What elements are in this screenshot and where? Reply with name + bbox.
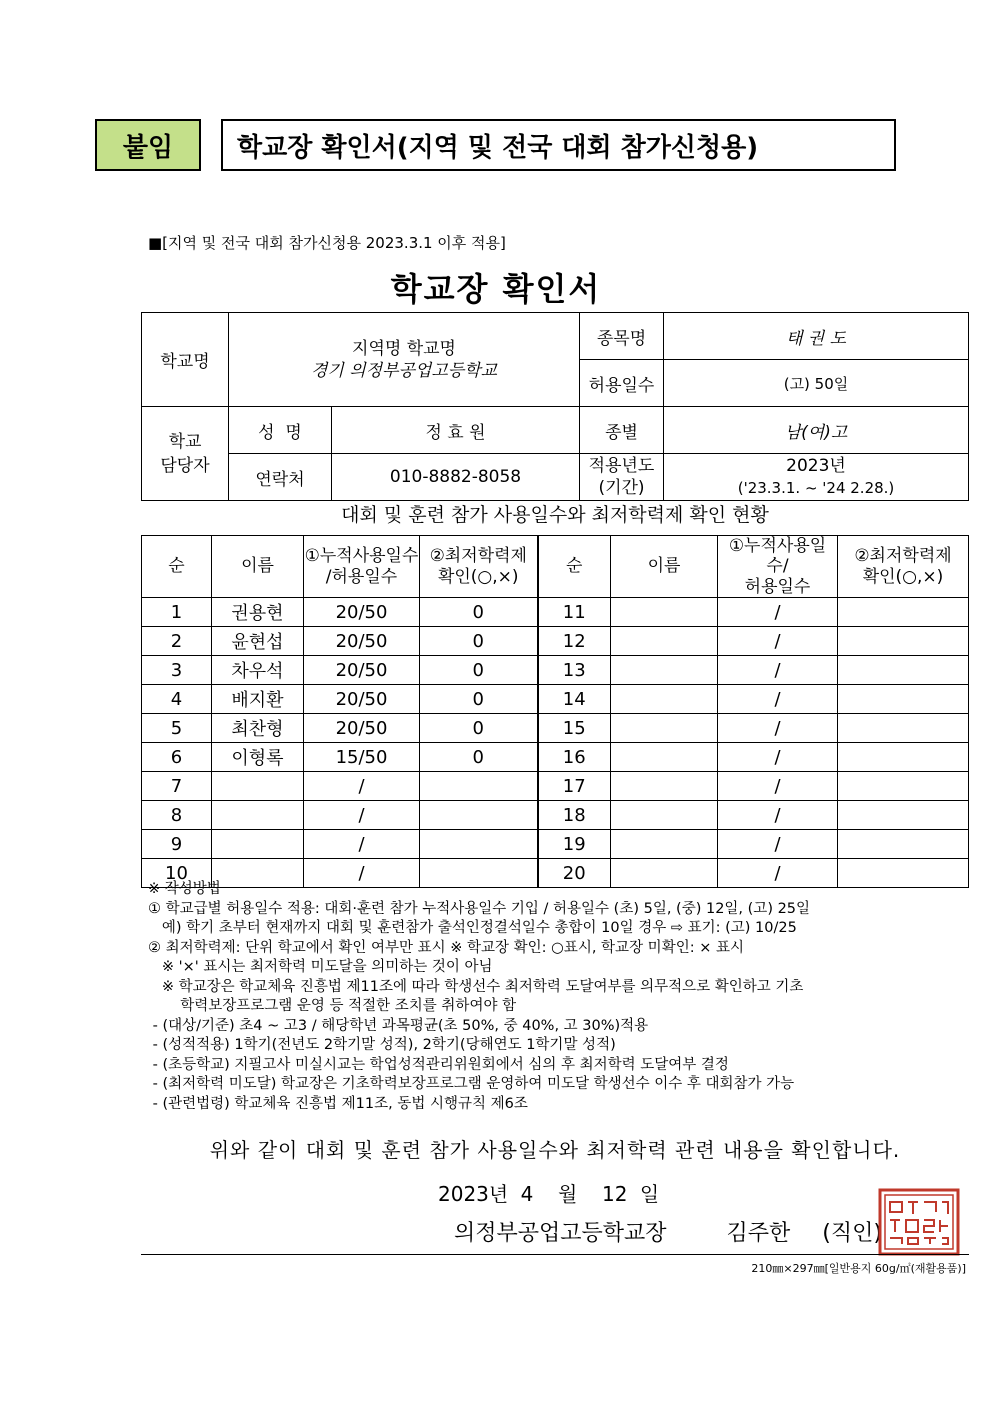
row-check-right bbox=[838, 801, 969, 830]
header-title: 학교장 확인서(지역 및 전국 대회 참가신청용) bbox=[221, 119, 896, 171]
instruction-line: - (최저학력 미도달) 학교장은 기초학력보장프로그램 운영하여 미도달 학생선수 이수 후 대회참가 가능 bbox=[148, 1076, 795, 1092]
sport-value: 태 권 도 bbox=[664, 313, 969, 360]
year-value-period: ('23.3.1. ~ '24 2.28.) bbox=[737, 479, 895, 497]
row-no: 3 bbox=[142, 656, 212, 685]
row-no: 4 bbox=[142, 685, 212, 714]
row-check-right bbox=[838, 598, 969, 627]
instructions bbox=[148, 880, 968, 1114]
row-no: 10 bbox=[142, 859, 212, 888]
year-value-main: 2023년 bbox=[786, 456, 846, 476]
footer-divider bbox=[141, 1254, 969, 1255]
row-name: 차우석 bbox=[212, 656, 304, 685]
row-no-right: 13 bbox=[538, 656, 611, 685]
attachment-tag: 붙임 bbox=[95, 119, 201, 171]
row-name-right bbox=[611, 714, 718, 743]
table-row bbox=[142, 830, 969, 859]
row-name bbox=[212, 801, 304, 830]
row-check bbox=[420, 801, 538, 830]
row-check-right bbox=[838, 772, 969, 801]
table-row bbox=[142, 714, 969, 743]
row-check-right bbox=[838, 714, 969, 743]
paper-spec-footer: 210㎜×297㎜[일반용지 60g/㎡(재활용품)] bbox=[751, 1262, 966, 1275]
col-name-header: 이름 bbox=[212, 536, 304, 598]
row-check-right bbox=[838, 743, 969, 772]
row-days: 20/50 bbox=[304, 714, 420, 743]
row-days-right: / bbox=[718, 743, 838, 772]
row-days: 20/50 bbox=[304, 598, 420, 627]
contact-label: 연락처 bbox=[229, 454, 332, 501]
school-line-1: 지역명 학교명 bbox=[352, 338, 456, 359]
allowed-days-label: 허용일수 bbox=[580, 360, 664, 407]
contact-value: 010-8882-8058 bbox=[332, 454, 580, 501]
col-check-right-header-line-1: ②최저학력제 bbox=[854, 546, 952, 567]
row-no-right: 20 bbox=[538, 859, 611, 888]
table-row bbox=[142, 685, 969, 714]
name-value: 정 효 원 bbox=[332, 407, 580, 454]
row-no-right: 11 bbox=[538, 598, 611, 627]
school-line-2: 경기 의정부공업고등학교 bbox=[310, 360, 498, 381]
row-check-right bbox=[838, 627, 969, 656]
row-days-right: / bbox=[718, 801, 838, 830]
row-name: 배지환 bbox=[212, 685, 304, 714]
principal-name: 김주한 bbox=[726, 1221, 791, 1246]
row-check bbox=[420, 772, 538, 801]
row-no-right: 16 bbox=[538, 743, 611, 772]
row-days: / bbox=[304, 772, 420, 801]
row-days-right: / bbox=[718, 627, 838, 656]
row-no: 7 bbox=[142, 772, 212, 801]
instruction-line: ① 학교급별 허용일수 적용: 대회·훈련 참가 누적사용일수 기입 / 허용일수 (초) 5일, (중) 12일, (고) 25일 bbox=[148, 900, 811, 917]
instruction-line: ※ 학교장은 학교체육 진흥법 제11조에 따라 학생선수 최저학력 도달여부를 의무적으로 확인하고 기초 bbox=[148, 978, 804, 995]
row-no: 9 bbox=[142, 830, 212, 859]
sport-label: 종목명 bbox=[580, 313, 664, 360]
row-no: 6 bbox=[142, 743, 212, 772]
row-days-right: / bbox=[718, 859, 838, 888]
instruction-line: ※ 작성방법 bbox=[148, 881, 221, 897]
row-name-right bbox=[611, 656, 718, 685]
col-days-right-header-line-2: 허용일수 bbox=[744, 576, 811, 597]
row-check: 0 bbox=[420, 685, 538, 714]
row-name: 권용현 bbox=[212, 598, 304, 627]
col-check-header bbox=[420, 536, 538, 598]
row-check: 0 bbox=[420, 598, 538, 627]
table-row bbox=[142, 627, 969, 656]
col-no-right-header: 순 bbox=[538, 536, 611, 598]
row-check-right bbox=[838, 830, 969, 859]
row-days: 20/50 bbox=[304, 656, 420, 685]
row-no: 1 bbox=[142, 598, 212, 627]
row-name-right bbox=[611, 685, 718, 714]
row-name-right bbox=[611, 772, 718, 801]
applicability-note: ■[지역 및 전국 대회 참가신청용 2023.3.1 이후 적용] bbox=[148, 234, 506, 252]
row-name-right bbox=[611, 627, 718, 656]
row-check-right bbox=[838, 656, 969, 685]
row-days: 20/50 bbox=[304, 685, 420, 714]
col-no-header: 순 bbox=[142, 536, 212, 598]
table-row bbox=[142, 598, 969, 627]
year-label-line-2: (기간) bbox=[598, 478, 645, 498]
table-row bbox=[142, 656, 969, 685]
name-label: 성 명 bbox=[229, 407, 332, 454]
manager-label bbox=[142, 407, 229, 501]
row-days-right: / bbox=[718, 772, 838, 801]
info-table bbox=[141, 312, 969, 501]
row-no-right: 12 bbox=[538, 627, 611, 656]
row-days: 20/50 bbox=[304, 627, 420, 656]
section-title: 대회 및 훈련 참가 사용일수와 최저학력제 확인 현황 bbox=[341, 504, 769, 526]
instruction-line: ※ '×' 표시는 최저학력 미도달을 의미하는 것이 아님 bbox=[148, 959, 493, 975]
instruction-line: 예) 학기 초부터 현재까지 대회 및 훈련참가 출석인정결석일수 총합이 10일 경우 ⇨ 표기: (고) 10/25 bbox=[148, 920, 797, 936]
row-name-right bbox=[611, 801, 718, 830]
allowed-days-value: (고) 50일 bbox=[664, 360, 969, 407]
manager-label-line-2: 담당자 bbox=[160, 455, 210, 476]
col-name-right-header: 이름 bbox=[611, 536, 718, 598]
row-days-right: / bbox=[718, 598, 838, 627]
col-days-header-line-2: /허용일수 bbox=[325, 566, 398, 587]
row-check-right bbox=[838, 685, 969, 714]
instruction-line: ② 최저학력제: 단위 학교에서 확인 여부만 표시 ※ 학교장 확인: ○표시, 학교장 미확인: × 표시 bbox=[148, 939, 744, 956]
col-check-header-line-1: ②최저학력제 bbox=[429, 546, 527, 567]
instruction-line: - (성적적용) 1학기(전년도 2학기말 성적), 2학기(당해연도 1학기말 성적) bbox=[148, 1037, 616, 1053]
col-days-right-header-line-1: ①누적사용일수/ bbox=[728, 536, 827, 577]
row-no-right: 18 bbox=[538, 801, 611, 830]
gender-label: 종별 bbox=[580, 407, 664, 454]
participation-table bbox=[141, 535, 969, 888]
row-days-right: / bbox=[718, 685, 838, 714]
confirmation-statement: 위와 같이 대회 및 훈련 참가 사용일수와 최저학력 관련 내용을 확인합니다. bbox=[209, 1138, 901, 1162]
row-days: / bbox=[304, 830, 420, 859]
instruction-line: - (대상/기준) 초4 ~ 고3 / 해당학년 과목평균(초 50%, 중 40%, 고 30%)적용 bbox=[148, 1017, 649, 1034]
col-check-header-line-2: 확인(○,×) bbox=[437, 566, 519, 587]
row-check: 0 bbox=[420, 714, 538, 743]
gender-value: 남(여)고 bbox=[664, 407, 969, 454]
table-row bbox=[142, 743, 969, 772]
school-label: 학교명 bbox=[142, 313, 229, 407]
row-no: 8 bbox=[142, 801, 212, 830]
instruction-line: - (관련법령) 학교체육 진흥법 제11조, 동법 시행규칙 제6조 bbox=[148, 1095, 528, 1112]
row-days: / bbox=[304, 859, 420, 888]
page-title: 학교장 확인서 bbox=[390, 270, 602, 308]
row-days-right: / bbox=[718, 830, 838, 859]
row-check: 0 bbox=[420, 627, 538, 656]
school-value bbox=[229, 313, 580, 407]
year-label-line-1: 적용년도 bbox=[588, 456, 655, 476]
row-name bbox=[212, 772, 304, 801]
row-no-right: 19 bbox=[538, 830, 611, 859]
row-days: / bbox=[304, 801, 420, 830]
row-name-right bbox=[611, 830, 718, 859]
table-row bbox=[142, 772, 969, 801]
row-name: 최찬형 bbox=[212, 714, 304, 743]
year-value bbox=[664, 454, 969, 501]
row-name bbox=[212, 830, 304, 859]
row-name: 이형록 bbox=[212, 743, 304, 772]
col-check-right-header bbox=[838, 536, 969, 598]
official-seal-stamp bbox=[876, 1188, 962, 1256]
signature-line bbox=[454, 1216, 882, 1247]
row-check: 0 bbox=[420, 743, 538, 772]
row-no-right: 17 bbox=[538, 772, 611, 801]
col-days-header bbox=[304, 536, 420, 598]
principal-title: 의정부공업고등학교장 bbox=[454, 1221, 667, 1246]
row-name-right bbox=[611, 598, 718, 627]
issue-date: 2023년 4 월 12 일 bbox=[438, 1182, 660, 1206]
row-days-right: / bbox=[718, 656, 838, 685]
row-no: 2 bbox=[142, 627, 212, 656]
instruction-line: 학력보장프로그램 운영 등 적절한 조치를 취하여야 함 bbox=[148, 998, 517, 1014]
col-days-right-header bbox=[718, 536, 838, 598]
col-check-right-header-line-2: 확인(○,×) bbox=[862, 566, 944, 587]
row-check bbox=[420, 830, 538, 859]
manager-label-line-1: 학교 bbox=[168, 431, 202, 452]
col-days-header-line-1: ①누적사용일수 bbox=[304, 546, 419, 567]
instruction-line: - (초등학교) 지필고사 미실시교는 학업성적관리위원회에서 심의 후 최저학력 도달여부 결정 bbox=[148, 1056, 729, 1073]
row-name: 윤현섭 bbox=[212, 627, 304, 656]
table-row bbox=[142, 801, 969, 830]
seal-label: (직인) bbox=[822, 1221, 882, 1246]
row-check: 0 bbox=[420, 656, 538, 685]
row-no-right: 14 bbox=[538, 685, 611, 714]
row-name-right bbox=[611, 743, 718, 772]
row-days: 15/50 bbox=[304, 743, 420, 772]
row-no: 5 bbox=[142, 714, 212, 743]
row-days-right: / bbox=[718, 714, 838, 743]
row-no-right: 15 bbox=[538, 714, 611, 743]
year-label bbox=[580, 454, 664, 501]
